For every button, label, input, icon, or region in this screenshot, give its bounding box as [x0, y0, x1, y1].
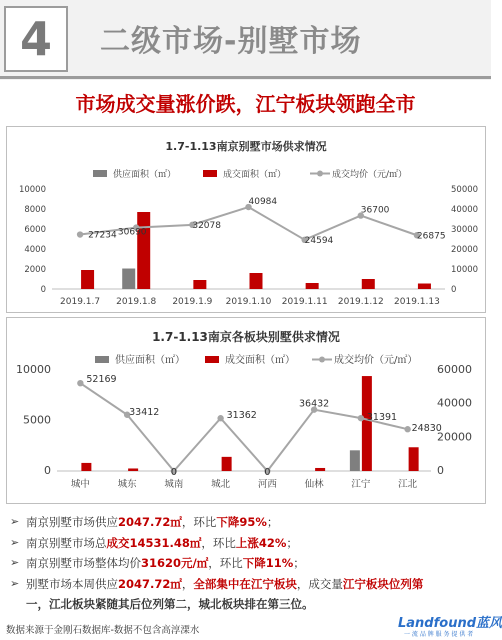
bullet-text: 别墅市场本周供应 [26, 576, 118, 591]
supply-bar [350, 450, 360, 471]
y-right-tick-label: 0 [451, 285, 457, 295]
deal-bar [250, 273, 263, 289]
x-category-label: 城南 [164, 479, 184, 490]
bullet-text: 下降95% [216, 515, 267, 529]
deal-bar [222, 457, 232, 471]
bullet-text: ，环比 [201, 535, 236, 550]
legend-label: 供应面积（㎡） [113, 170, 177, 180]
bullet-text: ； [286, 535, 298, 550]
x-category-label: 2019.1.8 [116, 297, 157, 307]
bullet-text: 31620元/㎡ [141, 556, 209, 570]
bullet-text: 江宁板块位列第 [342, 576, 424, 591]
deal-bar [81, 270, 94, 289]
summary-bullet [10, 574, 485, 595]
legend-swatch [95, 356, 109, 363]
summary-bullets [10, 512, 485, 615]
legend-label: 成交面积（㎡） [225, 355, 295, 366]
bullet-text: 南京别墅市场整体均价 [26, 556, 141, 570]
data-source-note: 数据来源于金刚石数据库-数据不包含高淳溧水 [6, 625, 200, 636]
price-data-label: 30690 [117, 227, 147, 238]
chart-weekly-supply-demand [6, 126, 486, 313]
legend-swatch-marker [319, 357, 325, 363]
price-data-label: 0 [170, 467, 177, 478]
bullet-text: ，环比 [181, 515, 217, 529]
y-right-tick-label: 20000 [451, 245, 479, 255]
bullet-text: 成交14531.48㎡ [106, 535, 202, 550]
x-category-label: 2019.1.11 [281, 297, 328, 307]
section-number-box [4, 6, 68, 72]
bullet-arrow-icon: ➢ [10, 515, 20, 528]
bullet-text: 全部集中在江宁板块 [193, 576, 297, 591]
deal-bar [362, 376, 372, 471]
y-right-tick-label: 0 [437, 464, 444, 477]
price-data-label: 33412 [129, 406, 160, 418]
price-data-label: 40984 [248, 197, 278, 208]
price-data-label: 32078 [192, 220, 221, 231]
y-left-tick-label: 8000 [24, 205, 46, 215]
y-left-tick-label: 2000 [24, 265, 46, 275]
legend-label: 成交面积（㎡） [223, 170, 287, 180]
bullet-text: ； [293, 556, 305, 570]
x-category-label: 2019.1.7 [60, 297, 101, 307]
x-category-label: 2019.1.9 [172, 297, 213, 307]
deal-bar [418, 284, 431, 290]
y-right-tick-label: 50000 [451, 185, 479, 195]
y-right-tick-label: 40000 [437, 396, 472, 410]
deal-bar [193, 280, 206, 289]
y-left-tick-label: 0 [40, 285, 46, 295]
x-category-label: 2019.1.10 [225, 297, 272, 307]
x-category-label: 城中 [70, 479, 90, 490]
header-bar [0, 0, 491, 80]
landfound-logo [398, 612, 502, 638]
legend-swatch [203, 170, 217, 177]
chart-district-svg [7, 318, 485, 503]
y-left-tick-label: 4000 [24, 245, 46, 255]
price-point [358, 415, 364, 421]
bullet-text: 南京别墅市场总 [26, 535, 107, 550]
bullet-text: ，成交量 [296, 576, 343, 591]
bullet-text: ， [181, 576, 194, 591]
price-data-label: 31391 [366, 412, 398, 424]
header-divider [0, 76, 491, 79]
y-right-tick-label: 60000 [437, 363, 472, 376]
chart-title: 1.7-1.13南京各板块别墅供求情况 [152, 330, 340, 344]
legend-label: 供应面积（㎡） [115, 355, 185, 366]
legend-swatch [205, 356, 219, 363]
section-title: 二级市场-别墅市场 [100, 24, 362, 59]
price-data-label: 26875 [416, 231, 446, 242]
y-right-tick-label: 20000 [437, 430, 472, 444]
bullet-text: ，环比 [208, 556, 243, 570]
deal-bar [128, 468, 138, 471]
x-category-label: 河西 [257, 479, 277, 490]
y-right-tick-label: 40000 [451, 205, 479, 215]
x-category-label: 江北 [398, 479, 418, 490]
x-category-label: 2019.1.13 [394, 297, 440, 307]
bullet-text: 上涨42% [235, 535, 287, 550]
x-category-label: 2019.1.12 [337, 297, 384, 307]
y-left-tick-label: 10000 [18, 185, 46, 195]
price-point [77, 380, 83, 386]
bullet-text: 2047.72㎡ [118, 515, 182, 529]
section-number: 4 [19, 12, 52, 66]
legend-label: 成交均价（元/㎡） [334, 355, 418, 366]
price-data-label: 36700 [360, 205, 390, 216]
supply-bar [122, 269, 135, 289]
deal-bar [306, 283, 319, 289]
bullet-text: 一，江北板块紧随其后位列第二，城北板块排在第三位。 [26, 597, 314, 611]
x-category-label: 江宁 [351, 479, 371, 490]
deal-bar [362, 279, 375, 289]
bullet-text: 下降11% [242, 556, 294, 570]
price-point [217, 415, 223, 421]
price-point [77, 231, 83, 237]
y-right-tick-label: 10000 [451, 265, 479, 275]
price-data-label: 24830 [411, 423, 442, 435]
logo-subtext: 一 流 品 牌 服 务 提 供 者 [404, 631, 474, 638]
bullet-arrow-icon: ➢ [10, 535, 20, 549]
price-data-label: 24594 [304, 235, 334, 246]
bullet-arrow-icon: ➢ [10, 556, 20, 569]
y-left-tick-label: 5000 [23, 413, 51, 427]
bullet-text: 2047.72㎡ [118, 576, 182, 591]
summary-bullet [10, 533, 485, 554]
price-data-label: 27234 [88, 230, 117, 241]
price-data-label: 31362 [226, 410, 257, 422]
bullet-text: ； [266, 515, 279, 529]
chart-weekly-svg [7, 127, 485, 312]
price-point [404, 426, 410, 432]
y-left-tick-label: 10000 [16, 363, 51, 376]
x-category-label: 城北 [211, 479, 231, 490]
y-left-tick-label: 0 [44, 464, 51, 477]
bullet-text: 南京别墅市场供应 [26, 515, 118, 529]
headline: 市场成交量涨价跌，江宁板块领跑全市 [75, 92, 416, 116]
deal-bar [315, 468, 325, 471]
chart-title: 1.7-1.13南京别墅市场供求情况 [165, 140, 327, 153]
summary-bullet [10, 553, 485, 574]
bullet-arrow-icon: ➢ [10, 576, 20, 590]
price-data-label: 0 [264, 467, 271, 478]
legend-label: 成交均价（元/㎡） [332, 170, 408, 180]
deal-bar [81, 463, 91, 471]
legend-swatch [93, 170, 107, 177]
logo-text: Landfound蓝风 [398, 616, 502, 631]
y-right-tick-label: 30000 [451, 225, 479, 235]
price-data-label: 52169 [86, 374, 117, 386]
deal-bar [409, 447, 419, 471]
y-left-tick-label: 6000 [24, 225, 46, 235]
summary-bullet [10, 512, 485, 533]
deal-bar [137, 212, 150, 289]
x-category-label: 仙林 [304, 479, 324, 490]
x-category-label: 城东 [117, 479, 137, 490]
chart-district-supply-demand [6, 317, 486, 504]
legend-swatch-marker [317, 171, 323, 177]
price-data-label: 36432 [299, 398, 330, 410]
